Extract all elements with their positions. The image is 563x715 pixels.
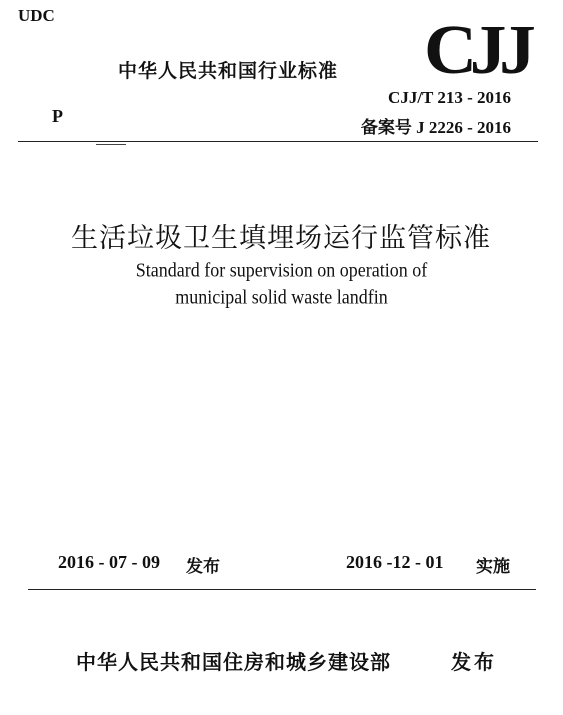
top-divider <box>18 141 538 142</box>
standard-number: CJJ/T 213 - 2016 <box>388 88 511 107</box>
publisher-name: 中华人民共和国住房和城乡建设部 <box>76 650 391 674</box>
english-title-line-1: Standard for supervision on operation of <box>135 258 428 282</box>
udc-label: UDC <box>18 6 55 25</box>
english-title-line-2: municipal solid waste landfin <box>175 285 388 309</box>
implementation-label: 实施 <box>476 557 510 577</box>
chinese-title: 生活垃圾卫生填埋场运行监管标准 <box>71 223 491 254</box>
top-divider-mark <box>96 144 126 145</box>
bottom-divider <box>28 589 536 590</box>
category-code: P <box>52 106 63 126</box>
implementation-date: 2016 -12 - 01 <box>346 552 444 572</box>
industry-standard-title: 中华人民共和国行业标准 <box>118 60 339 82</box>
publish-label: 发布 <box>451 650 497 674</box>
record-number: 备案号 J 2226 - 2016 <box>360 118 511 137</box>
issue-label: 发布 <box>186 557 220 577</box>
issue-date: 2016 - 07 - 09 <box>58 552 160 572</box>
cjj-logo: CJJ <box>424 12 529 89</box>
